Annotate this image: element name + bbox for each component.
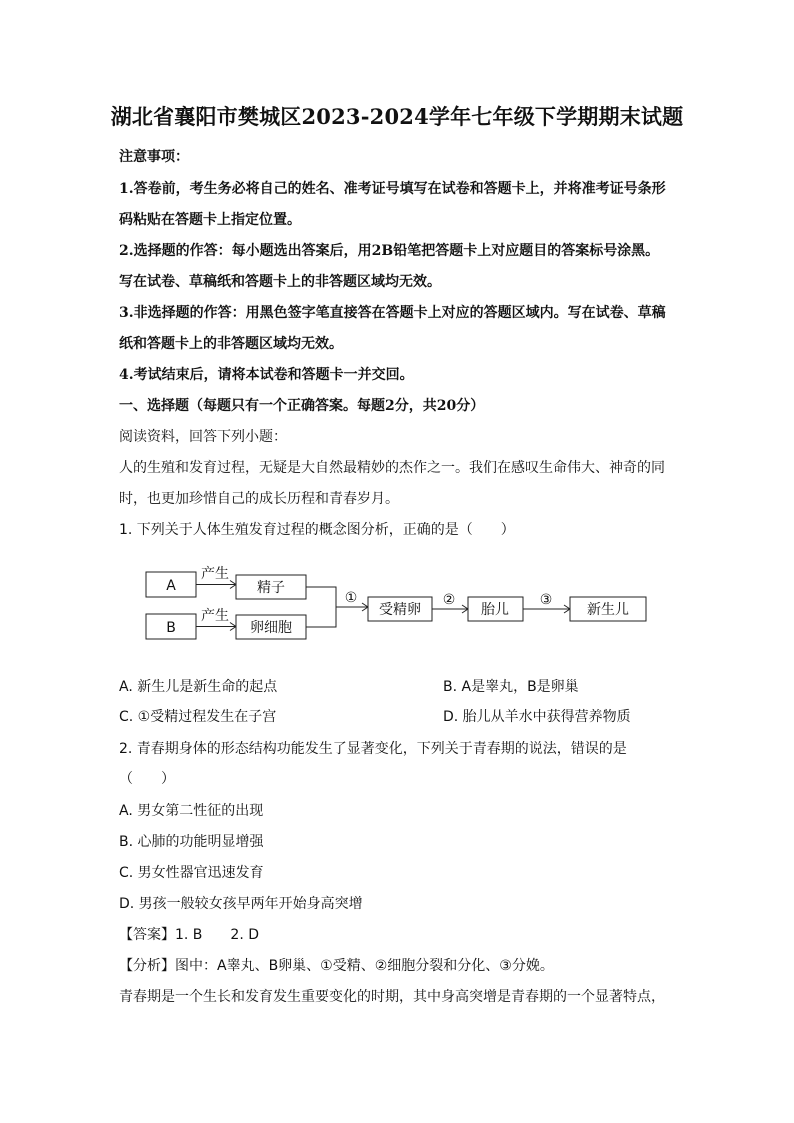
answer-line: 【答案】1. B 2. D (119, 927, 259, 943)
option-d: D. 胎儿从羊水中获得营养物质 (443, 709, 631, 725)
notice-line: 写在试卷、草稿纸和答题卡上的非答题区域均无效。 (119, 274, 441, 290)
notice-line: 3.非选择题的作答：用黑色签字笔直接答在答题卡上对应的答题区域内。写在试卷、草稿 (119, 305, 666, 321)
produce-label: 产生 (201, 566, 229, 582)
fetus-label: 胎儿 (481, 602, 509, 618)
passage-line: 人的生殖和发育过程，无疑是大自然最精妙的杰作之一。我们在感叹生命伟大、神奇的同 (119, 460, 665, 476)
notice-line: 4.考试结束后，请将本试卷和答题卡一并交回。 (119, 367, 414, 383)
passage-line: 时，也更加珍惜自己的成长历程和青春岁月。 (119, 491, 399, 507)
newborn-label: 新生儿 (587, 602, 629, 618)
q2-option-b: B. 心肺的功能明显增强 (119, 834, 264, 850)
option-b: B. A是睾丸，B是卵巢 (443, 679, 579, 695)
step-1-label: ① (344, 590, 358, 606)
notice-line: 纸和答题卡上的非答题区域均无效。 (119, 336, 343, 352)
question-1-stem: 1. 下列关于人体生殖发育过程的概念图分析，正确的是（ ） (119, 522, 515, 538)
fertilized-egg-label: 受精卵 (379, 602, 421, 618)
option-c: C. ①受精过程发生在子宫 (119, 709, 277, 725)
notice-line: 码粘贴在答题卡上指定位置。 (119, 212, 301, 228)
q2-option-d: D. 男孩一般较女孩早两年开始身高突增 (119, 896, 363, 912)
box-b-label: B (166, 620, 176, 636)
notice-line: 1.答卷前，考生务必将自己的姓名、准考证号填写在试卷和答题卡上，并将准考证号条形 (119, 181, 666, 197)
produce-label: 产生 (201, 608, 229, 624)
concept-diagram (140, 562, 660, 646)
merge-bracket (306, 587, 336, 627)
q2-option-c: C. 男女性器官迅速发育 (119, 865, 264, 881)
page-title: 湖北省襄阳市樊城区2023-2024学年七年级下学期期末试题 (110, 104, 684, 129)
analysis-line: 【分析】图中：A睾丸、B卵巢、①受精、②细胞分裂和分化、③分娩。 (119, 958, 554, 974)
box-a-label: A (166, 578, 176, 594)
body-text-line: 青春期是一个生长和发育发生重要变化的时期，其中身高突增是青春期的一个显著特点， (119, 989, 665, 1005)
notice-header: 注意事项： (119, 149, 189, 165)
q2-option-a: A. 男女第二性征的出现 (119, 803, 264, 819)
step-2-label: ② (442, 592, 456, 608)
step-3-label: ③ (539, 592, 553, 608)
question-2-paren: （ ） (119, 771, 175, 787)
option-a: A. 新生儿是新生命的起点 (119, 679, 278, 695)
reading-prompt: 阅读资料，回答下列小题： (119, 429, 287, 445)
notice-line: 2.选择题的作答：每小题选出答案后，用2B铅笔把答题卡上对应题目的答案标号涂黑。 (119, 243, 660, 259)
question-2-stem: 2. 青春期身体的形态结构功能发生了显著变化，下列关于青春期的说法，错误的是 (119, 741, 627, 757)
egg-label: 卵细胞 (250, 620, 292, 636)
sperm-label: 精子 (257, 580, 285, 596)
section-heading: 一、选择题（每题只有一个正确答案。每题2分，共20分） (119, 398, 485, 414)
